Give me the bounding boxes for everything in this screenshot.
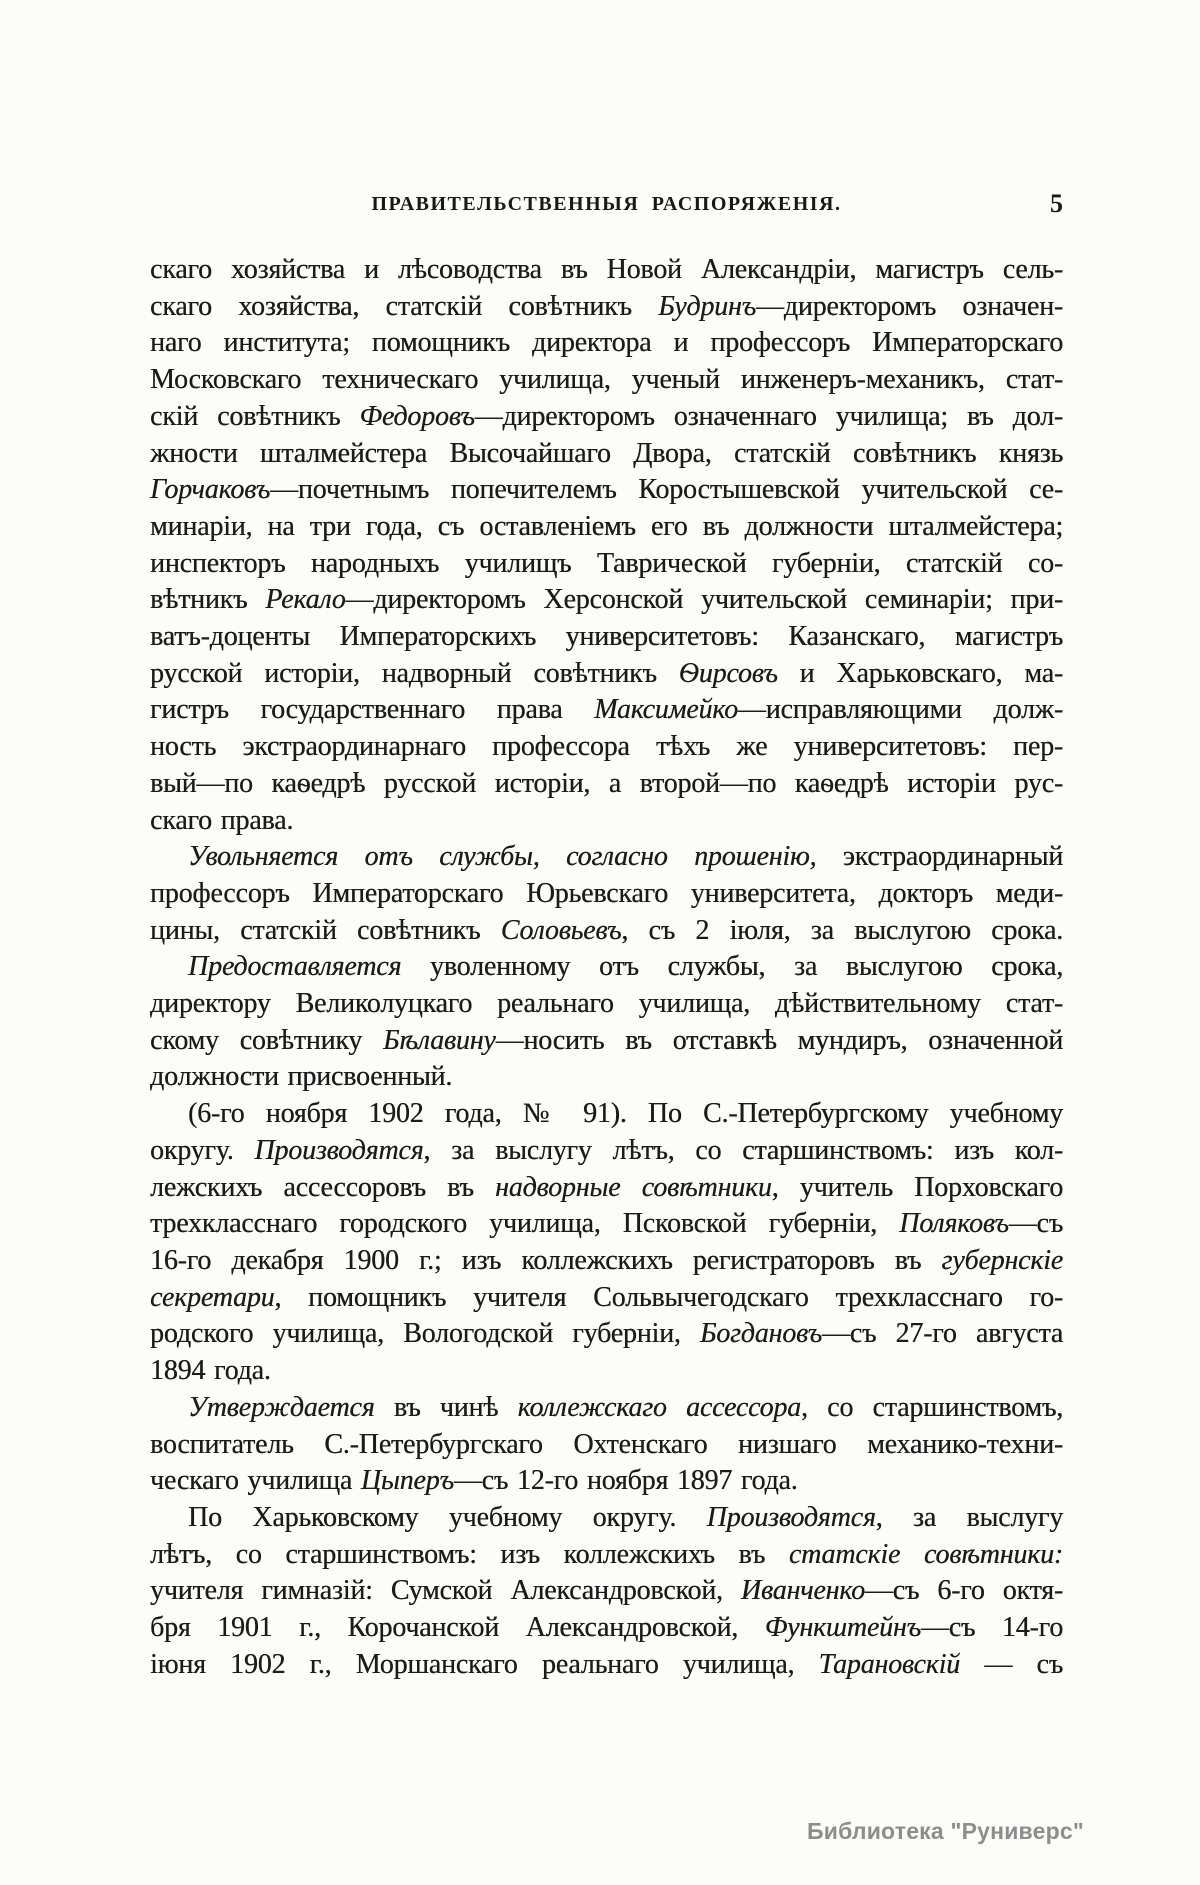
text-line xyxy=(150,803,1063,840)
text-line xyxy=(150,1316,1063,1353)
text-segment: 16-го декабря 1900 г.; изъ коллежскихъ регистраторовъ въ xyxy=(150,1244,942,1276)
italic-text-segment: Производятся xyxy=(254,1134,424,1166)
text-line xyxy=(150,472,1063,509)
text-segment: Московскаго техническаго училища, ученый инженеръ-механикъ, стат- xyxy=(150,364,1063,396)
italic-text-segment: Иванченко xyxy=(740,1575,865,1607)
text-segment: , за выслугу xyxy=(875,1501,1063,1533)
italic-text-segment: Поляковъ xyxy=(899,1208,1009,1240)
text-line xyxy=(150,1537,1063,1574)
text-line xyxy=(150,582,1063,619)
text-line xyxy=(150,986,1063,1023)
text-segment: минаріи, на три года, съ оставленіемъ его въ должности шталмейстера; xyxy=(150,510,1063,542)
text-segment: скаго права. xyxy=(150,804,294,836)
text-segment: —директоромъ Херсонской учительской семинаріи; при- xyxy=(345,584,1063,616)
text-line xyxy=(150,362,1063,399)
text-segment: уволенному отъ службы, за выслугою срока, xyxy=(401,951,1063,983)
text-segment: , учитель Порховскаго xyxy=(771,1171,1063,1203)
text-segment: наго института; помощникъ директора и профессоръ Императорскаго xyxy=(150,327,1063,359)
text-line xyxy=(150,839,1063,876)
text-line xyxy=(150,1427,1063,1464)
text-line xyxy=(150,1096,1063,1133)
text-segment: въ чинѣ xyxy=(374,1391,518,1423)
text-segment: По Харьковскому учебному округу. xyxy=(188,1501,707,1533)
page-body xyxy=(150,252,1063,1683)
text-segment: —директоромъ означеннаго училища; въ дол- xyxy=(474,400,1063,432)
text-segment: родского училища, Вологодской губерніи, xyxy=(150,1318,700,1350)
text-segment: лежскихъ ассессоровъ въ xyxy=(150,1171,496,1203)
italic-text-segment: коллежскаго ассессора xyxy=(517,1391,801,1423)
text-segment: , со старшинствомъ, xyxy=(800,1391,1063,1423)
text-segment: учителя гимназій: Сумской Александровской, xyxy=(150,1575,741,1607)
text-segment: скому совѣтнику xyxy=(150,1024,383,1056)
text-line xyxy=(150,1133,1063,1170)
text-segment: вѣтникъ xyxy=(150,584,266,616)
text-line xyxy=(150,1170,1063,1207)
text-line xyxy=(150,1280,1063,1317)
page-header xyxy=(150,189,1063,227)
text-line xyxy=(150,1023,1063,1060)
text-segment: —съ 6-го октя- xyxy=(864,1575,1063,1607)
text-segment: (6-го ноября 1902 года, № 91). По С.-Петербургскому учебному xyxy=(188,1098,1063,1130)
text-line xyxy=(150,766,1063,803)
text-segment: —съ xyxy=(1008,1208,1063,1240)
italic-text-segment: губернскіе xyxy=(941,1244,1063,1276)
text-line xyxy=(150,289,1063,326)
text-segment: и Харьковскаго, ма- xyxy=(777,657,1063,689)
italic-text-segment: Бѣлавину xyxy=(382,1024,496,1056)
italic-text-segment: Рекало xyxy=(265,584,346,616)
italic-text-segment: Функштейнъ xyxy=(764,1612,921,1644)
text-line xyxy=(150,619,1063,656)
text-line xyxy=(150,1390,1063,1427)
text-line xyxy=(150,1243,1063,1280)
italic-text-segment: Производятся xyxy=(706,1501,876,1533)
text-line xyxy=(150,546,1063,583)
text-segment: лѣтъ, со старшинствомъ: изъ коллежскихъ въ xyxy=(150,1538,789,1570)
text-segment: экстраординарный xyxy=(816,841,1063,873)
text-segment: округу. xyxy=(150,1134,255,1166)
text-segment: профессоръ Императорскаго Юрьевскаго университета, докторъ меди- xyxy=(150,877,1063,909)
text-line xyxy=(150,1353,1063,1390)
text-segment: жности шталмейстера Высочайшаго Двора, статскій совѣтникъ князь xyxy=(150,437,1063,469)
text-line xyxy=(150,1463,1063,1500)
italic-text-segment: статскіе совѣтники: xyxy=(788,1538,1063,1570)
text-line xyxy=(150,1610,1063,1647)
text-line xyxy=(150,1059,1063,1096)
text-segment: скаго хозяйства, статскій совѣтникъ xyxy=(150,290,659,322)
text-segment: скаго хозяйства и лѣсоводства въ Новой Александріи, магистръ сель- xyxy=(150,254,1063,285)
library-watermark: Библиотека "Руниверс" xyxy=(807,1818,1084,1844)
italic-text-segment: Тарановскій xyxy=(818,1648,960,1680)
text-line xyxy=(150,399,1063,436)
text-segment: 1894 года. xyxy=(150,1355,271,1387)
text-line xyxy=(150,913,1063,950)
text-segment: —съ 12-го ноября 1897 года. xyxy=(453,1465,798,1497)
text-line xyxy=(150,692,1063,729)
running-header-title: ПРАВИТЕЛЬСТВЕННЫЯ РАСПОРЯЖЕНІЯ. xyxy=(371,193,842,215)
text-line xyxy=(150,1500,1063,1537)
text-line xyxy=(150,325,1063,362)
text-line xyxy=(150,656,1063,693)
italic-text-segment: Горчаковъ xyxy=(150,474,271,506)
text-line xyxy=(150,252,1063,289)
text-line xyxy=(150,1647,1063,1684)
text-segment: скій совѣтникъ xyxy=(150,400,360,432)
text-segment: ческаго училища xyxy=(150,1465,361,1497)
italic-text-segment: Ѳирсовъ xyxy=(678,657,778,689)
text-segment: воспитатель С.-Петербургскаго Охтенскаго низшаго механико-техни- xyxy=(150,1428,1063,1460)
text-segment: —почетнымъ попечителемъ Коростышевской учительской се- xyxy=(270,474,1063,506)
italic-text-segment: Федоровъ xyxy=(359,400,475,432)
text-segment: — съ xyxy=(959,1648,1063,1680)
text-segment: —съ 27-го августа xyxy=(821,1318,1063,1350)
italic-text-segment: Соловьевъ xyxy=(500,914,622,946)
italic-text-segment: Предоставляется xyxy=(188,951,402,983)
text-line xyxy=(150,729,1063,766)
text-segment: ность экстраординарнаго профессора тѣхъ же университетовъ: пер- xyxy=(150,731,1063,763)
italic-text-segment: Максимейко xyxy=(594,694,738,726)
text-segment: іюня 1902 г., Моршанскаго реальнаго училища, xyxy=(150,1648,819,1680)
text-segment: —директоромъ означен- xyxy=(755,290,1063,322)
text-line xyxy=(150,876,1063,913)
text-segment: —съ 14-го xyxy=(920,1612,1063,1644)
text-segment: бря 1901 г., Корочанской Александровской, xyxy=(150,1612,765,1644)
text-segment: директору Великолуцкаго реальнаго училища, дѣйствительному стат- xyxy=(150,988,1063,1020)
text-segment: должности присвоенный. xyxy=(150,1061,453,1093)
italic-text-segment: Увольняется отъ службы, согласно прошенію, xyxy=(188,841,817,873)
text-segment: инспекторъ народныхъ училищъ Таврической губерніи, статскій со- xyxy=(150,547,1063,579)
text-line xyxy=(150,509,1063,546)
text-segment: ватъ-доценты Императорскихъ университетовъ: Казанскаго, магистръ xyxy=(150,621,1063,653)
italic-text-segment: Будринъ xyxy=(658,290,756,322)
italic-text-segment: Утверждается xyxy=(188,1391,375,1423)
text-segment: , съ 2 іюля, за выслугою срока. xyxy=(621,914,1063,946)
text-line xyxy=(150,1206,1063,1243)
text-segment: гистръ государственнаго права xyxy=(150,694,595,726)
italic-text-segment: Цыперъ xyxy=(360,1465,454,1497)
page-number: 5 xyxy=(1050,189,1063,218)
text-line xyxy=(150,1573,1063,1610)
text-line xyxy=(150,949,1063,986)
italic-text-segment: секретари xyxy=(150,1281,275,1313)
text-line xyxy=(150,436,1063,473)
italic-text-segment: надворные совѣтники xyxy=(495,1171,772,1203)
text-segment: трехкласснаго городского училища, Псковской губерніи, xyxy=(150,1208,900,1240)
text-segment: , помощникъ учителя Сольвычегодскаго трехкласснаго го- xyxy=(274,1281,1063,1313)
text-segment: —исправляющими долж- xyxy=(737,694,1063,726)
italic-text-segment: Богдановъ xyxy=(699,1318,822,1350)
text-segment: , за выслугу лѣтъ, со старшинствомъ: изъ кол- xyxy=(423,1134,1063,1166)
text-segment: —носить въ отставкѣ мундиръ, означенной xyxy=(495,1024,1064,1056)
text-segment: вый—по каѳедрѣ русской исторіи, а второй—по каѳедрѣ исторіи рус- xyxy=(150,767,1063,799)
text-segment: цины, статскій совѣтникъ xyxy=(150,914,501,946)
text-segment: русской исторіи, надворный совѣтникъ xyxy=(150,657,679,689)
